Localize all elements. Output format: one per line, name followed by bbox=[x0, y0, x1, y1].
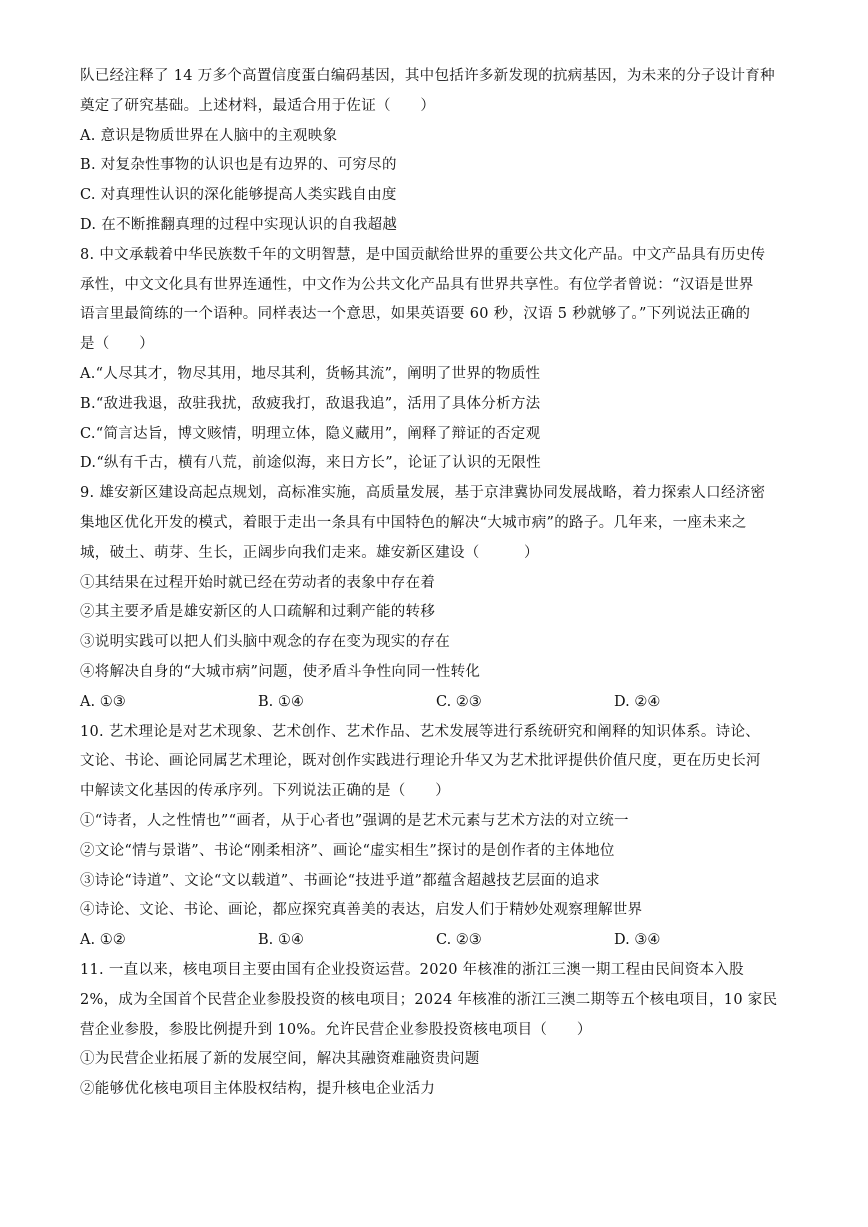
option-d: D.“纵有千古，横有八荒，前途似海，来日方长”，论证了认识的无限性 bbox=[80, 455, 541, 472]
statement-2: ②其主要矛盾是雄安新区的人口疏解和过剩产能的转移 bbox=[80, 604, 436, 621]
choice-c: C. ②③ bbox=[436, 932, 482, 949]
question-stem-line: 中解读文化基因的传承序列。下列说法正确的是（ ） bbox=[80, 783, 450, 800]
statement-2: ②文论“情与景谐”、书论“刚柔相济”、画论“虚实相生”探讨的是创作者的主体地位 bbox=[80, 842, 615, 859]
choice-a: A. ①③ bbox=[80, 693, 126, 710]
option-b: B.“敌进我退，敌驻我扰，敌疲我打，敌退我追”，活用了具体分析方法 bbox=[80, 395, 541, 412]
question-stem-line: 9. 雄安新区建设高起点规划，高标准实施，高质量发展，基于京津冀协同发展战略，着力探索人口经济密 bbox=[80, 485, 766, 502]
question-stem-line: 文论、书论、画论同属艺术理论，既对创作实践进行理论升华又为艺术批评提供价值尺度，更在历史长河 bbox=[80, 753, 761, 770]
option-a: A.“人尽其才，物尽其用，地尽其利，货畅其流”，阐明了世界的物质性 bbox=[80, 365, 541, 382]
statement-1: ①其结果在过程开始时就已经在劳动者的表象中存在着 bbox=[80, 574, 436, 591]
answer-choices bbox=[80, 926, 792, 956]
question-stem-line: 2%，成为全国首个民营企业参股投资的核电项目；2024 年核准的浙江三澳二期等五个核电项目，10 家民 bbox=[80, 991, 778, 1008]
exam-page bbox=[80, 62, 792, 1105]
question-stem-line: 集地区优化开发的模式，着眼于走出一条具有中国特色的解决“大城市病”的路子。几年来，一座未来之 bbox=[80, 514, 747, 531]
option-c: C.“简言达旨，博文赅情，明理立体，隐义藏用”，阐释了辩证的否定观 bbox=[80, 425, 541, 442]
question-stem-line: 10. 艺术理论是对艺术现象、艺术创作、艺术作品、艺术发展等进行系统研究和阐释的知识体系。诗论、 bbox=[80, 723, 761, 740]
choice-b: B. ①④ bbox=[258, 932, 304, 949]
question-stem-line: 城，破土、萌芽、生长，正阔步向我们走来。雄安新区建设（ ） bbox=[80, 544, 539, 561]
question-stem-line: 8. 中文承载着中华民族数千年的文明智慧，是中国贡献给世界的重要公共文化产品。中文产品具有历史传 bbox=[80, 246, 766, 263]
question-stem-line: 语言里最简练的一个语种。同样表达一个意思，如果英语要 60 秒，汉语 5 秒就够了。”下列说法正确的 bbox=[80, 306, 751, 323]
option-c: C. 对真理性认识的深化能够提高人类实践自由度 bbox=[80, 187, 397, 204]
choice-a: A. ①② bbox=[80, 932, 126, 949]
question-8 bbox=[80, 241, 792, 479]
choice-b: B. ①④ bbox=[258, 693, 304, 710]
option-b: B. 对复杂性事物的认识也是有边界的、可穷尽的 bbox=[80, 157, 397, 174]
choice-d: D. ②④ bbox=[614, 693, 661, 710]
question-10 bbox=[80, 718, 792, 956]
question-stem-line: 队已经注释了 14 万多个高置信度蛋白编码基因，其中包括许多新发现的抗病基因，为未来的分子设计育种 bbox=[80, 68, 775, 84]
statement-4: ④诗论、文论、书论、画论，都应探究真善美的表达，启发人们于精妙处观察理解世界 bbox=[80, 902, 643, 919]
statement-2: ②能够优化核电项目主体股权结构，提升核电企业活力 bbox=[80, 1081, 436, 1098]
statement-1: ①“诗者，人之性情也”“画者，从于心者也”强调的是艺术元素与艺术方法的对立统一 bbox=[80, 812, 629, 829]
statement-4: ④将解决自身的“大城市病”问题，使矛盾斗争性向同一性转化 bbox=[80, 663, 481, 680]
option-a: A. 意识是物质世界在人脑中的主观映象 bbox=[80, 127, 338, 144]
question-stem-line: 奠定了研究基础。上述材料，最适合用于佐证（ ） bbox=[80, 97, 436, 114]
question-stem-line: 11. 一直以来，核电项目主要由国有企业投资运营。2020 年核准的浙江三澳一期工程由民间资本入股 bbox=[80, 961, 744, 978]
choice-c: C. ②③ bbox=[436, 693, 482, 710]
question-11 bbox=[80, 956, 792, 1105]
question-stem-line: 承性，中文文化具有世界连通性，中文作为公共文化产品具有世界共享性。有位学者曾说：“汉语是世界 bbox=[80, 276, 754, 293]
question-stem-line: 营企业参股，参股比例提升到 10%。允许民营企业参股投资核电项目（ ） bbox=[80, 1021, 592, 1038]
question-7 bbox=[80, 62, 792, 241]
option-d: D. 在不断推翻真理的过程中实现认识的自我超越 bbox=[80, 216, 398, 233]
statement-3: ③诗论“诗道”、文论“文以载道”、书画论“技进乎道”都蕴含超越技艺层面的追求 bbox=[80, 872, 600, 889]
statement-1: ①为民营企业拓展了新的发展空间，解决其融资难融资贵问题 bbox=[80, 1051, 480, 1068]
question-stem-line: 是（ ） bbox=[80, 336, 154, 353]
choice-d: D. ③④ bbox=[614, 932, 661, 949]
answer-choices bbox=[80, 688, 792, 718]
statement-3: ③说明实践可以把人们头脑中观念的存在变为现实的存在 bbox=[80, 634, 450, 651]
question-9 bbox=[80, 479, 792, 717]
